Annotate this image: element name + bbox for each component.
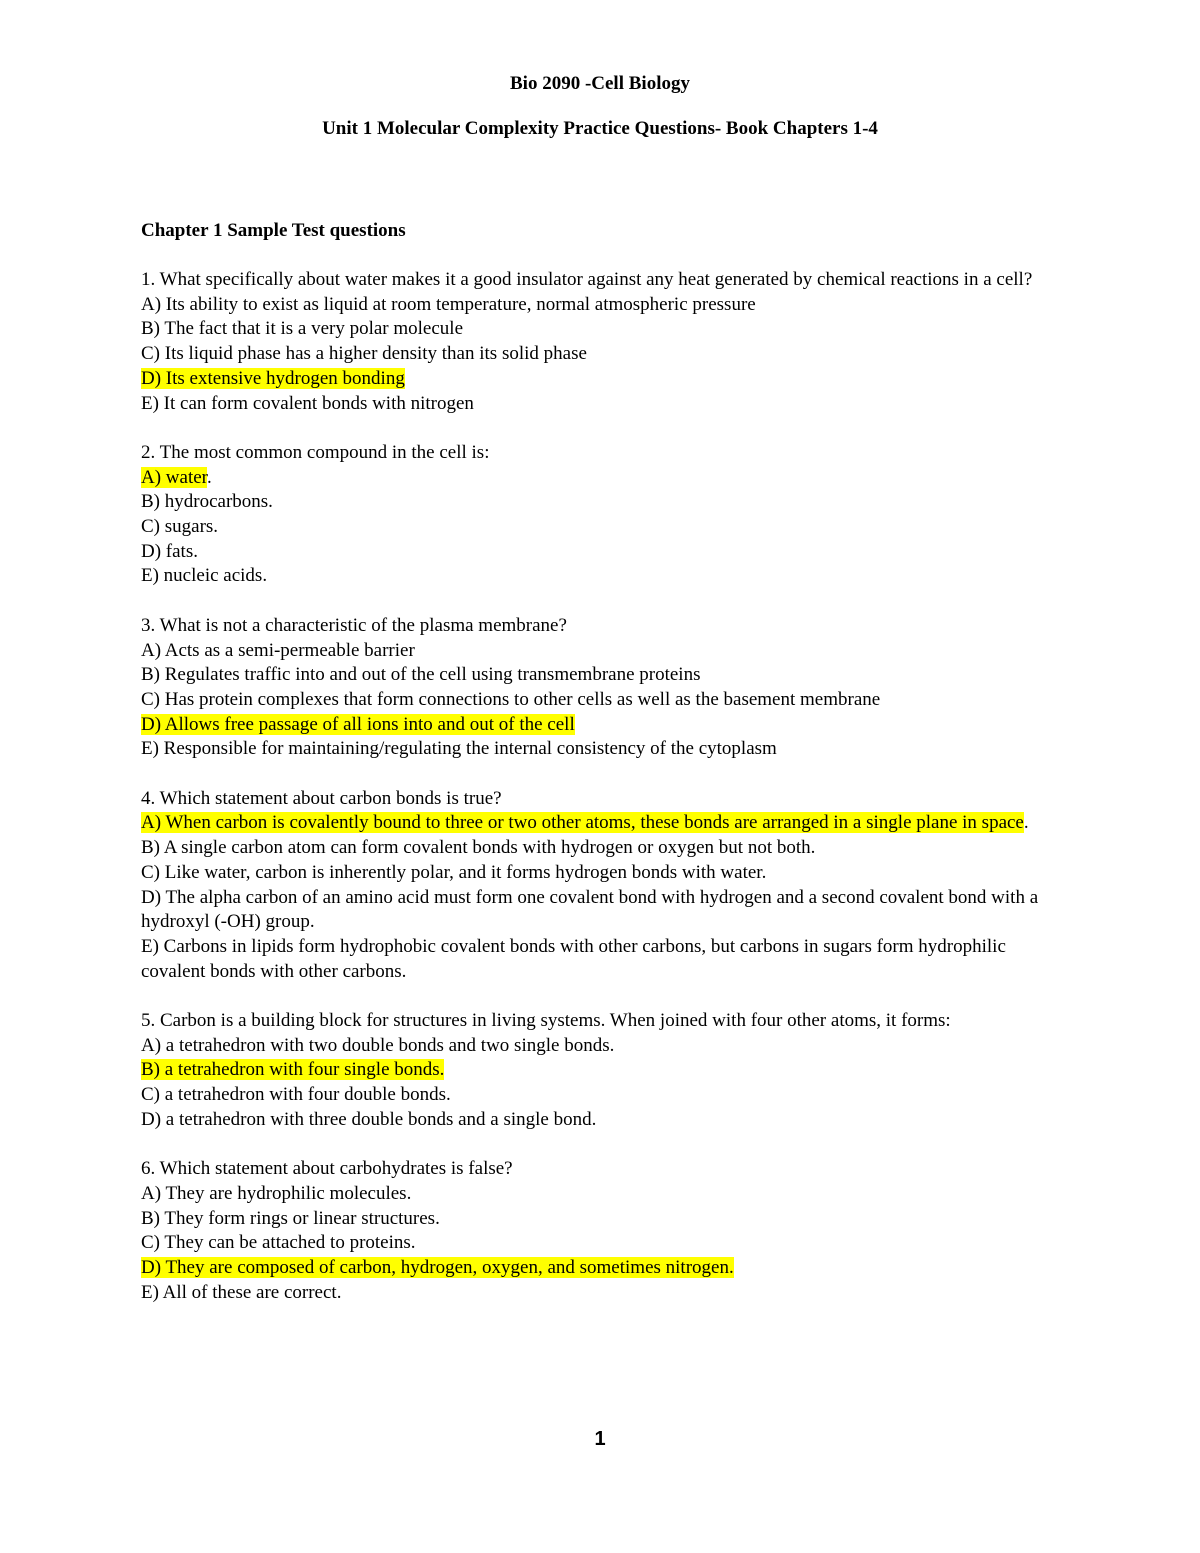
chapter-heading: Chapter 1 Sample Test questions bbox=[141, 220, 406, 241]
answer-option bbox=[141, 1034, 1071, 1059]
option-text: D) The alpha carbon of an amino acid must form one covalent bond with hydrogen and a second covalent bond with a hydroxyl (-OH) group. bbox=[141, 886, 1039, 933]
option-text: C) Its liquid phase has a higher density than its solid phase bbox=[141, 343, 587, 365]
option-text: E) nucleic acids. bbox=[141, 565, 268, 587]
question-stem: 4. Which statement about carbon bonds is true? bbox=[141, 787, 502, 809]
answer-option bbox=[141, 317, 1071, 342]
answer-option-correct bbox=[141, 367, 1071, 392]
option-text: E) It can form covalent bonds with nitrogen bbox=[141, 392, 474, 414]
option-text: A) water bbox=[141, 466, 207, 488]
option-text: B) hydrocarbons. bbox=[141, 491, 273, 513]
option-text: A) Acts as a semi-permeable barrier bbox=[141, 639, 415, 661]
answer-option bbox=[141, 293, 1071, 318]
option-text: E) All of these are correct. bbox=[141, 1281, 342, 1303]
option-text: B) They form rings or linear structures. bbox=[141, 1207, 440, 1229]
answer-option bbox=[141, 490, 1071, 515]
question-6 bbox=[141, 1157, 1071, 1305]
answer-option-correct bbox=[141, 811, 1071, 836]
option-text: C) They can be attached to proteins. bbox=[141, 1232, 416, 1254]
option-suffix: . bbox=[1023, 812, 1029, 834]
question-stem: 1. What specifically about water makes it a good insulator against any heat generated by chemical reactions in a cell? bbox=[141, 269, 1033, 290]
option-text: A) They are hydrophilic molecules. bbox=[141, 1182, 412, 1204]
option-text: D) Its extensive hydrogen bonding bbox=[141, 367, 405, 389]
answer-option bbox=[141, 564, 1071, 589]
question-2 bbox=[141, 441, 1071, 589]
option-text: A) Its ability to exist as liquid at room temperature, normal atmospheric pressure bbox=[141, 293, 756, 315]
option-text: E) Responsible for maintaining/regulating the internal consistency of the cytoplasm bbox=[141, 738, 777, 760]
answer-option bbox=[141, 1281, 1071, 1306]
answer-option bbox=[141, 392, 1071, 417]
answer-option bbox=[141, 737, 1071, 762]
answer-option-correct bbox=[141, 1058, 1071, 1083]
answer-option bbox=[141, 886, 1071, 935]
answer-option bbox=[141, 540, 1071, 565]
answer-option bbox=[141, 935, 1071, 984]
answer-option bbox=[141, 836, 1071, 861]
option-suffix: . bbox=[206, 466, 212, 488]
option-text: B) The fact that it is a very polar molecule bbox=[141, 318, 464, 340]
option-text: C) sugars. bbox=[141, 516, 219, 538]
page-number: 1 bbox=[594, 1428, 606, 1450]
answer-option bbox=[141, 1083, 1071, 1108]
answer-option bbox=[141, 1108, 1071, 1133]
option-text: D) a tetrahedron with three double bonds and a single bond. bbox=[141, 1108, 597, 1130]
option-text: A) a tetrahedron with two double bonds and two single bonds. bbox=[141, 1034, 615, 1056]
question-stem: 3. What is not a characteristic of the plasma membrane? bbox=[141, 614, 567, 636]
answer-option bbox=[141, 342, 1071, 367]
question-4 bbox=[141, 787, 1071, 985]
option-text: C) a tetrahedron with four double bonds. bbox=[141, 1084, 451, 1106]
answer-option bbox=[141, 663, 1071, 688]
option-text: C) Like water, carbon is inherently polar, and it forms hydrogen bonds with water. bbox=[141, 861, 767, 883]
option-text: A) When carbon is covalently bound to three or two other atoms, these bonds are arranged in a single plane in space bbox=[141, 812, 1024, 834]
answer-option-correct bbox=[141, 1256, 1071, 1281]
option-text: D) They are composed of carbon, hydrogen, oxygen, and sometimes nitrogen. bbox=[141, 1257, 734, 1279]
option-text: B) a tetrahedron with four single bonds. bbox=[141, 1059, 445, 1081]
question-list bbox=[141, 268, 1071, 1330]
question-3 bbox=[141, 614, 1071, 762]
question-5 bbox=[141, 1009, 1071, 1133]
option-text: D) Allows free passage of all ions into and out of the cell bbox=[141, 713, 575, 735]
answer-option bbox=[141, 861, 1071, 886]
option-text: C) Has protein complexes that form connections to other cells as well as the basement membrane bbox=[141, 688, 881, 710]
answer-option-correct bbox=[141, 466, 1071, 491]
option-text: D) fats. bbox=[141, 540, 198, 562]
answer-option bbox=[141, 639, 1071, 664]
option-text: B) Regulates traffic into and out of the cell using transmembrane proteins bbox=[141, 664, 701, 686]
course-title: Bio 2090 -Cell Biology bbox=[510, 73, 690, 94]
answer-option-correct bbox=[141, 713, 1071, 738]
answer-option bbox=[141, 1182, 1071, 1207]
option-text: E) Carbons in lipids form hydrophobic covalent bonds with other carbons, but carbons in sugars form hydrophilic covalent bonds with other carbons. bbox=[141, 935, 1006, 982]
question-stem: 5. Carbon is a building block for structures in living systems. When joined with four other atoms, it forms: bbox=[141, 1010, 951, 1032]
question-stem: 2. The most common compound in the cell is: bbox=[141, 441, 490, 463]
answer-option bbox=[141, 688, 1071, 713]
unit-title: Unit 1 Molecular Complexity Practice Questions- Book Chapters 1-4 bbox=[322, 118, 878, 139]
answer-option bbox=[141, 1231, 1071, 1256]
answer-option bbox=[141, 1207, 1071, 1232]
option-text: B) A single carbon atom can form covalent bonds with hydrogen or oxygen but not both. bbox=[141, 837, 816, 859]
question-stem: 6. Which statement about carbohydrates is false? bbox=[141, 1158, 513, 1180]
question-1 bbox=[141, 268, 1071, 416]
answer-option bbox=[141, 515, 1071, 540]
